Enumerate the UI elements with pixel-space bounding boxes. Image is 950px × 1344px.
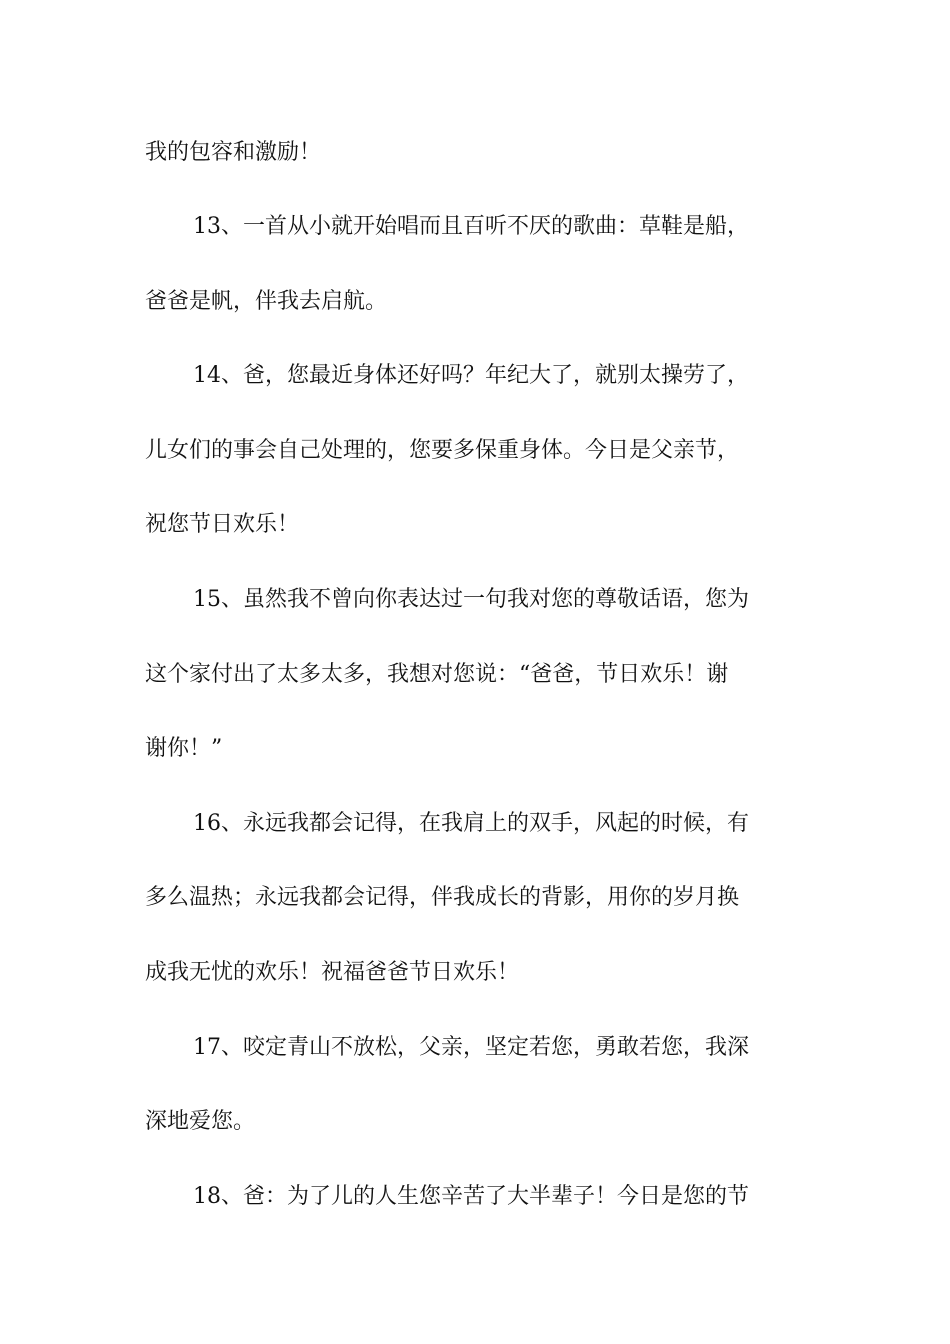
text-line: 成我无忧的欢乐！祝福爸爸节日欢乐！ xyxy=(145,960,520,985)
text-line: 儿女们的事会自己处理的，您要多保重身体。今日是父亲节， xyxy=(145,438,740,463)
text-line: 祝您节日欢乐！ xyxy=(145,512,300,537)
text-line: 我的包容和激励！ xyxy=(145,140,322,165)
text-line: 爸爸是帆，伴我去启航。 xyxy=(145,289,388,314)
text-line: 16、永远我都会记得，在我肩上的双手，风起的时候，有 xyxy=(193,811,749,836)
text-line: 这个家付出了太多太多，我想对您说：“爸爸，节日欢乐！谢 xyxy=(145,662,729,687)
text-line: 15、虽然我不曾向你表达过一句我对您的尊敬话语，您为 xyxy=(193,587,749,612)
text-line: 18、爸：为了儿的人生您辛苦了大半辈子！今日是您的节 xyxy=(193,1184,749,1209)
text-line: 深地爱您。 xyxy=(145,1109,256,1134)
text-line: 14、爸，您最近身体还好吗？年纪大了，就别太操劳了， xyxy=(193,363,749,388)
text-line: 谢你！” xyxy=(145,736,223,761)
text-line: 13、一首从小就开始唱而且百听不厌的歌曲：草鞋是船， xyxy=(193,214,749,239)
text-line: 多么温热；永远我都会记得，伴我成长的背影，用你的岁月换 xyxy=(145,885,740,910)
text-line: 17、咬定青山不放松，父亲，坚定若您，勇敢若您，我深 xyxy=(193,1035,749,1060)
